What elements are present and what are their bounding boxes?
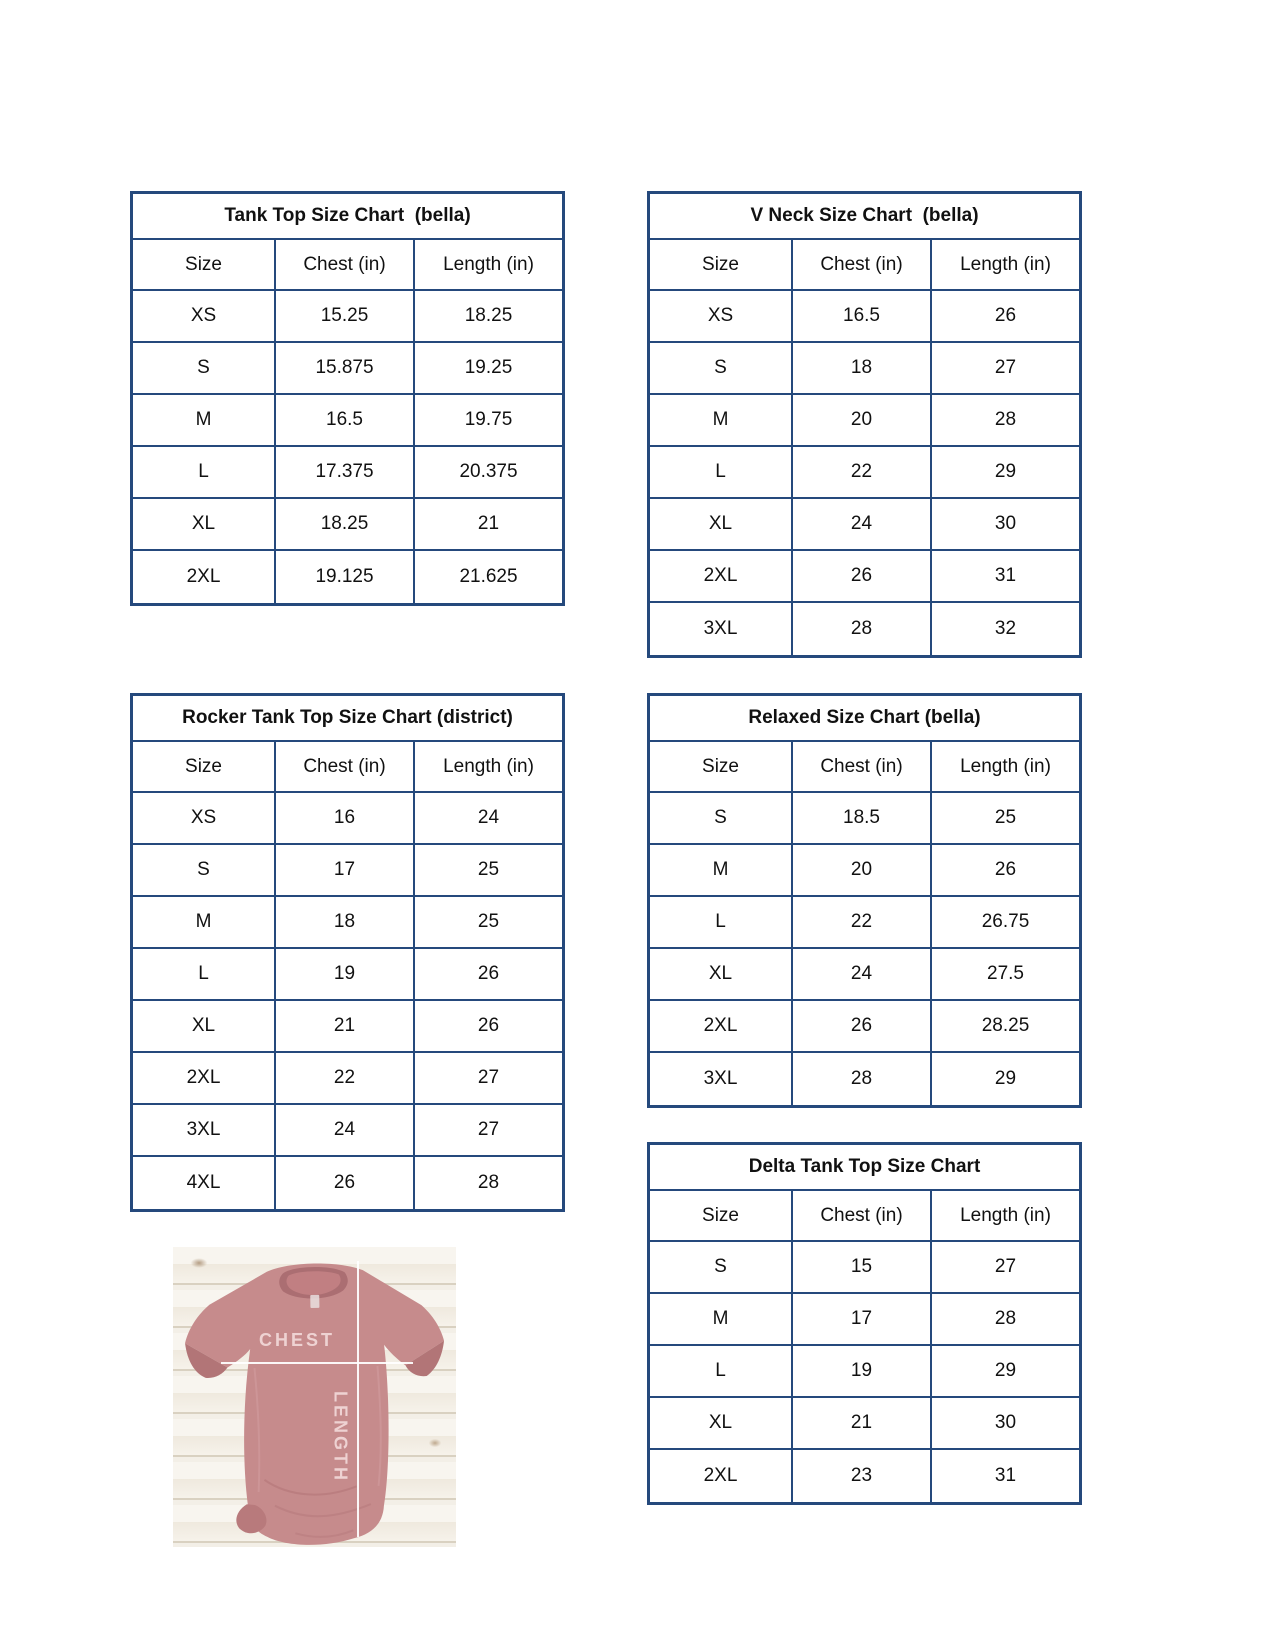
- header-cell: Chest (in): [793, 1191, 932, 1240]
- table-cell: 24: [793, 499, 932, 549]
- table-title: Delta Tank Top Size Chart: [650, 1145, 1079, 1191]
- table-cell: M: [133, 897, 276, 947]
- table-row: [650, 343, 1079, 395]
- table-title: V Neck Size Chart (bella): [650, 194, 1079, 240]
- table-row: [133, 447, 562, 499]
- table-cell: 29: [994, 1360, 1017, 1381]
- header-cell: Length (in): [960, 1204, 1051, 1226]
- table-cell: 28: [994, 409, 1017, 430]
- table-cell: 18.25: [276, 499, 415, 549]
- table-cell: 3XL: [133, 1105, 276, 1155]
- table-cell: L: [133, 949, 276, 999]
- table-cell: S: [133, 343, 276, 393]
- table-cell: 24: [477, 807, 500, 828]
- table-cell: 24: [276, 1105, 415, 1155]
- table-title: Relaxed Size Chart (bella): [650, 696, 1079, 742]
- table-cell: 24: [793, 949, 932, 999]
- table-cell: L: [650, 897, 793, 947]
- table-cell: 2XL: [650, 551, 793, 601]
- table-cell: 19.25: [464, 357, 513, 378]
- table-row: [650, 793, 1079, 845]
- table-cell: 28: [793, 603, 932, 655]
- table-title: Rocker Tank Top Size Chart (district): [133, 696, 562, 742]
- table-body: [650, 240, 1079, 655]
- rocker-tank-top-size-chart: [130, 693, 565, 1212]
- table-cell: 23: [793, 1450, 932, 1502]
- length-label: LENGTH: [330, 1391, 351, 1483]
- table-cell: 25: [994, 807, 1017, 828]
- table-header-row: [650, 240, 1079, 291]
- table-row: [650, 395, 1079, 447]
- tshirt-measurement-image: [173, 1247, 456, 1547]
- table-row: [133, 1105, 562, 1157]
- table-cell: 17: [276, 845, 415, 895]
- table-row: [650, 949, 1079, 1001]
- tshirt-graphic: [173, 1247, 456, 1547]
- table-cell: 20.375: [459, 461, 518, 482]
- table-cell: 26: [793, 1001, 932, 1051]
- table-cell: 15: [793, 1242, 932, 1292]
- table-body: [650, 1191, 1079, 1502]
- table-cell: 26: [994, 859, 1017, 880]
- table-cell: 3XL: [650, 603, 793, 655]
- table-row: [650, 499, 1079, 551]
- table-cell: 28.25: [981, 1015, 1030, 1036]
- table-cell: 18: [793, 343, 932, 393]
- table-row: [133, 395, 562, 447]
- delta-tank-top-size-chart: [647, 1142, 1082, 1505]
- table-cell: 2XL: [650, 1450, 793, 1502]
- table-cell: 27.5: [987, 963, 1024, 984]
- table-cell: S: [133, 845, 276, 895]
- table-cell: 26.75: [981, 911, 1030, 932]
- table-cell: 2XL: [133, 551, 276, 603]
- table-cell: 29: [994, 1068, 1017, 1089]
- relaxed-size-chart: [647, 693, 1082, 1108]
- table-row: [650, 551, 1079, 603]
- table-row: [133, 1001, 562, 1053]
- table-cell: XL: [650, 1398, 793, 1448]
- table-cell: S: [650, 1242, 793, 1292]
- table-cell: 15.25: [276, 291, 415, 341]
- table-cell: 31: [994, 565, 1017, 586]
- table-cell: 15.875: [276, 343, 415, 393]
- table-row: [133, 897, 562, 949]
- table-cell: 21.625: [459, 566, 518, 587]
- header-cell: Size: [650, 742, 793, 791]
- table-cell: 26: [477, 963, 500, 984]
- table-cell: 27: [477, 1119, 500, 1140]
- table-cell: 16.5: [793, 291, 932, 341]
- table-cell: L: [650, 1346, 793, 1396]
- table-cell: 2XL: [133, 1053, 276, 1103]
- table-cell: 22: [793, 897, 932, 947]
- table-cell: XL: [133, 1001, 276, 1051]
- table-row: [650, 1346, 1079, 1398]
- table-row: [133, 949, 562, 1001]
- table-cell: 17.375: [276, 447, 415, 497]
- header-cell: Length (in): [443, 755, 534, 777]
- table-body: [133, 742, 562, 1209]
- table-row: [133, 343, 562, 395]
- table-cell: 28: [477, 1172, 500, 1193]
- table-cell: 28: [994, 1308, 1017, 1329]
- table-row: [650, 603, 1079, 655]
- table-row: [650, 447, 1079, 499]
- table-cell: 26: [477, 1015, 500, 1036]
- table-cell: M: [650, 845, 793, 895]
- table-cell: 16.5: [276, 395, 415, 445]
- table-cell: 19: [276, 949, 415, 999]
- table-cell: 25: [477, 859, 500, 880]
- table-header-row: [650, 1191, 1079, 1242]
- table-cell: 29: [994, 461, 1017, 482]
- table-cell: 18.25: [464, 305, 513, 326]
- table-title: Tank Top Size Chart (bella): [133, 194, 562, 240]
- table-cell: 20: [793, 845, 932, 895]
- table-cell: M: [650, 1294, 793, 1344]
- table-row: [133, 291, 562, 343]
- table-cell: 26: [793, 551, 932, 601]
- table-row: [650, 897, 1079, 949]
- table-cell: 25: [477, 911, 500, 932]
- length-measure-line: [357, 1261, 359, 1537]
- table-cell: 26: [276, 1157, 415, 1209]
- table-cell: 18: [276, 897, 415, 947]
- table-row: [133, 499, 562, 551]
- table-cell: XL: [133, 499, 276, 549]
- table-cell: XL: [650, 949, 793, 999]
- table-cell: 19.75: [464, 409, 513, 430]
- header-cell: Chest (in): [793, 240, 932, 289]
- header-cell: Length (in): [960, 253, 1051, 275]
- table-row: [133, 793, 562, 845]
- chest-measure-line: [221, 1362, 413, 1364]
- table-cell: 19: [793, 1346, 932, 1396]
- table-row: [650, 1450, 1079, 1502]
- table-cell: 28: [793, 1053, 932, 1105]
- table-row: [133, 1053, 562, 1105]
- table-row: [650, 845, 1079, 897]
- header-cell: Chest (in): [276, 742, 415, 791]
- table-cell: 3XL: [650, 1053, 793, 1105]
- table-cell: 32: [994, 618, 1017, 639]
- header-cell: Size: [650, 240, 793, 289]
- table-cell: XS: [650, 291, 793, 341]
- table-cell: L: [650, 447, 793, 497]
- table-cell: XS: [133, 793, 276, 843]
- table-cell: 27: [994, 357, 1017, 378]
- table-cell: S: [650, 793, 793, 843]
- table-cell: 21: [793, 1398, 932, 1448]
- table-cell: 30: [994, 513, 1017, 534]
- table-cell: 20: [793, 395, 932, 445]
- table-cell: XL: [650, 499, 793, 549]
- table-cell: 4XL: [133, 1157, 276, 1209]
- table-cell: 27: [994, 1256, 1017, 1277]
- table-row: [133, 1157, 562, 1209]
- table-cell: 26: [994, 305, 1017, 326]
- table-row: [650, 1294, 1079, 1346]
- table-row: [650, 1398, 1079, 1450]
- table-row: [650, 1053, 1079, 1105]
- table-cell: 31: [994, 1465, 1017, 1486]
- header-cell: Size: [133, 742, 276, 791]
- table-header-row: [133, 742, 562, 793]
- table-row: [650, 1001, 1079, 1053]
- table-cell: XS: [133, 291, 276, 341]
- table-cell: 22: [793, 447, 932, 497]
- table-row: [650, 1242, 1079, 1294]
- table-cell: M: [650, 395, 793, 445]
- table-body: [133, 240, 562, 603]
- table-cell: M: [133, 395, 276, 445]
- table-cell: 30: [994, 1412, 1017, 1433]
- table-row: [133, 551, 562, 603]
- table-cell: 2XL: [650, 1001, 793, 1051]
- header-cell: Chest (in): [793, 742, 932, 791]
- table-cell: 17: [793, 1294, 932, 1344]
- table-row: [133, 845, 562, 897]
- header-cell: Length (in): [443, 253, 534, 275]
- tank-top-size-chart: [130, 191, 565, 606]
- table-cell: 27: [477, 1067, 500, 1088]
- table-cell: S: [650, 343, 793, 393]
- table-cell: 18.5: [793, 793, 932, 843]
- table-header-row: [650, 742, 1079, 793]
- table-cell: 21: [477, 513, 500, 534]
- header-cell: Length (in): [960, 755, 1051, 777]
- header-cell: Size: [133, 240, 276, 289]
- v-neck-size-chart: [647, 191, 1082, 658]
- table-row: [650, 291, 1079, 343]
- table-cell: 22: [276, 1053, 415, 1103]
- header-cell: Size: [650, 1191, 793, 1240]
- table-body: [650, 742, 1079, 1105]
- table-cell: 21: [276, 1001, 415, 1051]
- table-cell: 16: [276, 793, 415, 843]
- table-header-row: [133, 240, 562, 291]
- chest-label: CHEST: [258, 1330, 336, 1350]
- table-cell: 19.125: [276, 551, 415, 603]
- table-cell: L: [133, 447, 276, 497]
- header-cell: Chest (in): [276, 240, 415, 289]
